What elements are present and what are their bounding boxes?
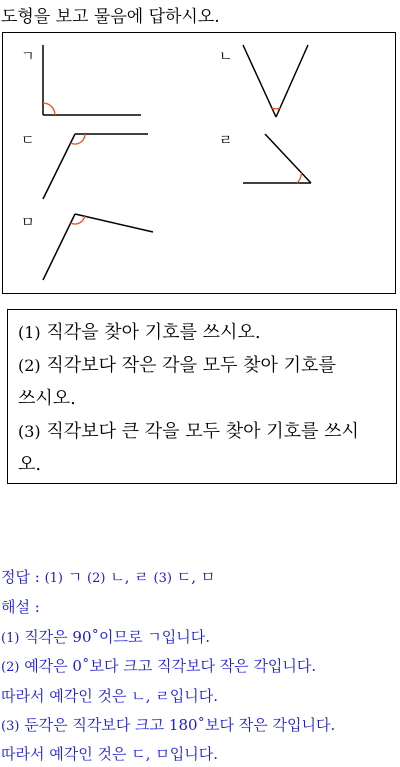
angle-giyeok [43,45,141,115]
angle-mieum [43,214,153,280]
angle-nieun [243,45,308,117]
angle-digeut [43,134,148,199]
question-2-cont: 쓰시오. [18,388,76,409]
label-nieun: ㄴ [219,49,233,65]
question-2: (2) 직각보다 작은 각을 모두 찾아 기호를 [18,355,336,376]
label-mieum: ㅁ [21,215,35,231]
explain-line-2: (2) 예각은 0˚보다 크고 직각보다 작은 각입니다. [1,657,317,675]
label-digeut: ㄷ [21,133,35,149]
angle-rieul [243,134,311,183]
question-3: (3) 직각보다 큰 각을 모두 찾아 기호를 쓰시 [18,421,359,442]
explain-line-1: (1) 직각은 90˚이므로 ㄱ입니다. [1,628,210,646]
figure-box [2,32,396,294]
label-rieul: ㄹ [219,133,233,149]
question-1: (1) 직각을 찾아 기호를 쓰시오. [18,322,261,343]
explain-line-3: 따라서 예각인 것은 ㄴ, ㄹ입니다. [1,687,218,705]
question-3-cont: 오. [18,454,42,475]
angle-figures [3,33,397,295]
explain-line-5: 따라서 예각인 것은 ㄷ, ㅁ입니다. [1,745,218,763]
explain-line-4: (3) 둔각은 직각보다 크고 180˚보다 작은 각입니다. [1,716,336,734]
explain-title: 해설 : [1,598,40,616]
instruction: 도형을 보고 물음에 답하시오. [1,7,220,27]
label-giyeok: ㄱ [21,49,35,65]
question-box [7,309,397,484]
answer-line: 정답 : (1) ㄱ (2) ㄴ, ㄹ (3) ㄷ, ㅁ [1,568,216,586]
